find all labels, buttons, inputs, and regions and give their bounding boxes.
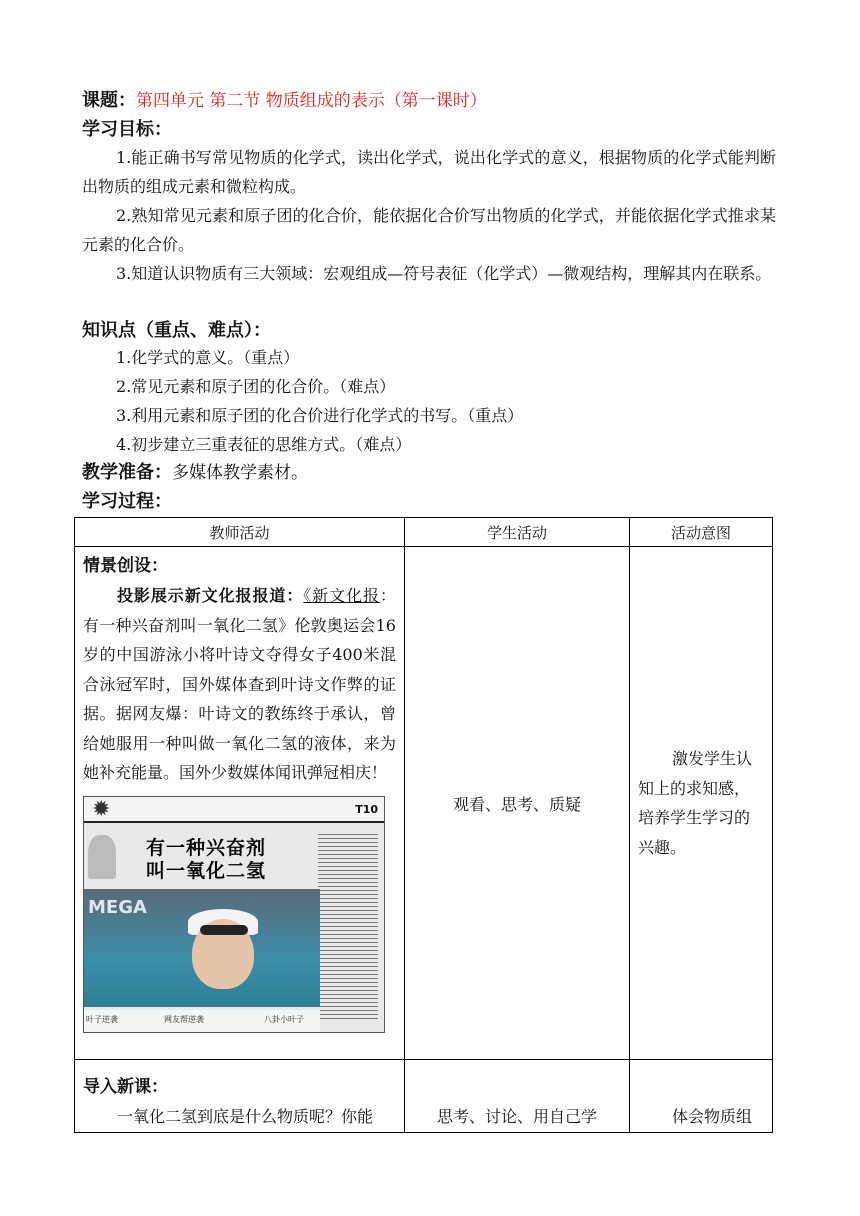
student-activity-text-2: 思考、讨论、用自己学 bbox=[436, 1107, 597, 1126]
intro-heading: 导入新课： bbox=[83, 1077, 168, 1097]
student-activity-cell bbox=[405, 547, 630, 1060]
student-activity-cell-2 bbox=[405, 1060, 630, 1133]
teacher-activity-cell-2 bbox=[75, 1060, 405, 1133]
column-header-teacher: 教师活动 bbox=[75, 518, 405, 547]
newspaper-page-number: T10 bbox=[355, 802, 378, 816]
preparation-text: 多媒体教学素材。 bbox=[172, 463, 308, 483]
column-header-intent: 活动意图 bbox=[630, 518, 773, 547]
intent-text-2: 体会物质组 bbox=[672, 1107, 753, 1126]
scenario-heading: 情景创设： bbox=[83, 556, 168, 576]
scenario-underlined: 《新文化报 bbox=[303, 586, 380, 605]
table-header-row bbox=[75, 518, 773, 547]
topic-label: 课题： bbox=[82, 90, 136, 111]
process-heading: 学习过程： bbox=[82, 491, 172, 512]
goggles-icon bbox=[200, 925, 248, 935]
topic-text: 第四单元 第二节 物质组成的表示（第一课时） bbox=[136, 91, 487, 111]
objective-2: 2.熟知常见元素和原子团的化合价，能依据化合价写出物质的化学式，并能依据化学式推求某元素的化合价。 bbox=[82, 206, 776, 254]
headline-line-1: 有一种兴奋剂 bbox=[146, 836, 267, 859]
intro-text: 一氧化二氢到底是什么物质呢？你能 bbox=[117, 1107, 374, 1126]
newspaper-image bbox=[83, 796, 385, 1033]
preparation-label: 教学准备： bbox=[82, 462, 172, 483]
knowledge-item-2: 2.常见元素和原子团的化合价。（难点） bbox=[116, 377, 396, 396]
table-row bbox=[75, 1060, 773, 1133]
footer-right: 八卦小叶子 bbox=[264, 1014, 304, 1024]
topic-line bbox=[82, 90, 487, 112]
starburst-icon: ✹ bbox=[92, 796, 111, 822]
scenario-body: ：有一种兴奋剂叫一氧化二氢》伦敦奥运会16岁的中国游泳小将叶诗文夺得女子400米混合泳冠军时，国外媒体查到叶诗文作弊的证据。据网友爆：叶诗文的教练终于承认，曾给她服用一种叫做一氧化二氢的液体，来为她补充能量。国外少数媒体闻讯弹冠相庆！ bbox=[83, 586, 396, 782]
newspaper-text-column bbox=[318, 831, 378, 1021]
newspaper-footer bbox=[84, 1010, 320, 1032]
process-table bbox=[74, 517, 773, 1133]
preparation-line bbox=[82, 462, 308, 484]
footer-mid: 网友帮逆袭 bbox=[164, 1014, 204, 1024]
knowledge-item-1: 1.化学式的意义。（重点） bbox=[116, 348, 300, 367]
knowledge-heading: 知识点（重点、难点）： bbox=[82, 320, 271, 341]
objective-3: 3.知道认识物质有三大领域：宏观组成—符号表征（化学式）—微观结构，理解其内在联系。 bbox=[116, 264, 772, 283]
portrait-photo bbox=[88, 835, 116, 879]
table-row bbox=[75, 547, 773, 1060]
knowledge-item-4: 4.初步建立三重表征的思维方式。（难点） bbox=[116, 435, 412, 454]
column-header-student: 学生活动 bbox=[405, 518, 630, 547]
footer-left: 叶子逆袭 bbox=[86, 1014, 118, 1024]
scenario-bold: 投影展示新文化报报道： bbox=[117, 586, 304, 605]
intent-cell bbox=[630, 547, 773, 1060]
teacher-activity-cell bbox=[75, 547, 405, 1060]
objective-1: 1.能正确书写常见物质的化学式，读出化学式，说出化学式的意义，根据物质的化学式能判断出物质的组成元素和微粒构成。 bbox=[82, 148, 776, 196]
student-activity-text: 观看、思考、质疑 bbox=[452, 794, 581, 814]
scenario-text bbox=[83, 581, 396, 788]
objectives-heading: 学习目标： bbox=[82, 119, 172, 140]
newspaper-headline bbox=[146, 837, 314, 883]
newspaper-masthead bbox=[84, 797, 384, 823]
headline-line-2: 叫一氧化二氢 bbox=[146, 859, 267, 882]
knowledge-item-3: 3.利用元素和原子团的化合价进行化学式的书写。（重点） bbox=[116, 406, 524, 425]
intent-text: 激发学生认知上的求知感，培养学生学习的兴趣。 bbox=[638, 749, 753, 857]
pool-signage: MEGA bbox=[88, 896, 147, 918]
intent-cell-2 bbox=[630, 1060, 773, 1133]
